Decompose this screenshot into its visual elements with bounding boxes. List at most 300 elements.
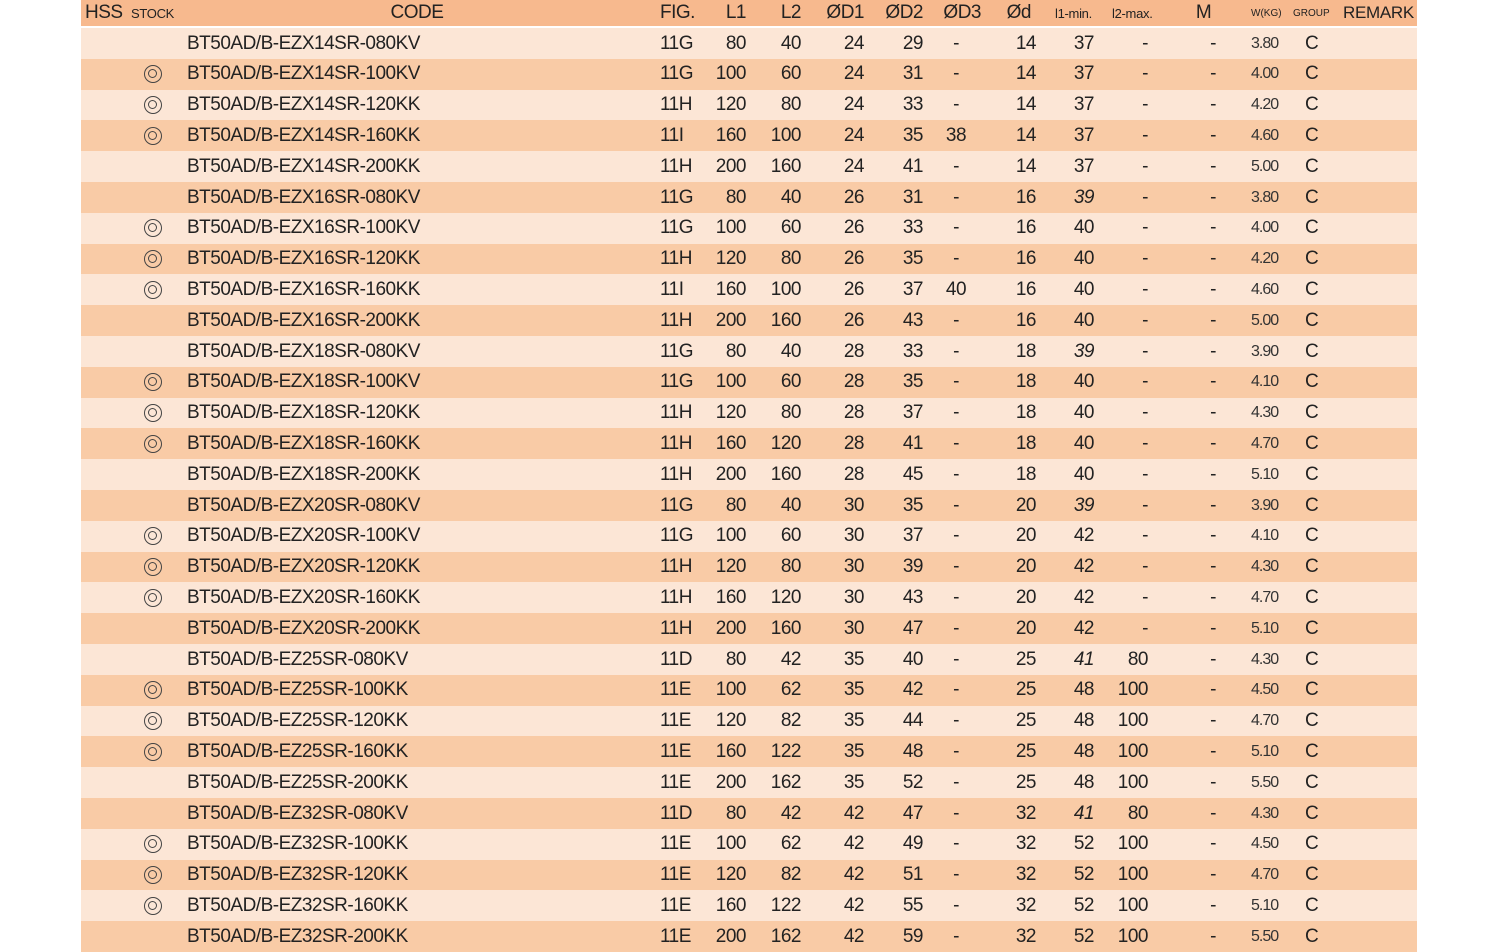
table-row — [81, 552, 1417, 583]
cell-l2max: 100 — [1117, 679, 1148, 701]
table-row — [81, 736, 1417, 767]
cell-remark — [1343, 490, 1417, 521]
table-row — [81, 613, 1417, 644]
cell-group: C — [1305, 248, 1319, 270]
cell-d: 14 — [1015, 124, 1036, 146]
cell-group: C — [1305, 432, 1319, 454]
header-d3: ØD3 — [943, 2, 981, 23]
header-fig: FIG. — [660, 2, 695, 23]
cell-remark — [1343, 798, 1417, 829]
cell-l2max: 80 — [1127, 802, 1148, 824]
cell-remark — [1343, 182, 1417, 213]
cell-d2: 47 — [902, 617, 923, 639]
cell-fig: 11H — [660, 463, 692, 485]
cell-l2max: - — [1142, 94, 1148, 116]
cell-d2: 35 — [902, 371, 923, 393]
cell-l1: 80 — [725, 186, 746, 208]
table-row — [81, 213, 1417, 244]
cell-m: - — [1210, 494, 1216, 516]
cell-d: 18 — [1015, 402, 1036, 424]
cell-d3: - — [953, 586, 959, 608]
cell-l2max: - — [1142, 525, 1148, 547]
cell-d: 32 — [1015, 802, 1036, 824]
cell-w: 5.10 — [1251, 465, 1279, 483]
cell-fig: 11G — [660, 340, 694, 362]
header-l1-min: l1-min. — [1055, 5, 1092, 21]
cell-code: BT50AD/B-EZ25SR-120KK — [187, 710, 408, 732]
cell-d1: 24 — [843, 124, 864, 146]
cell-l2: 100 — [770, 278, 801, 300]
stock-cell — [141, 151, 165, 182]
cell-d3: - — [953, 679, 959, 701]
cell-d: 25 — [1015, 710, 1036, 732]
cell-d1: 24 — [843, 94, 864, 116]
cell-l2max: - — [1142, 155, 1148, 177]
cell-group: C — [1305, 925, 1319, 947]
table-row — [81, 90, 1417, 121]
spec-table — [81, 0, 1417, 952]
cell-l1min: 40 — [1073, 371, 1094, 393]
cell-l2max: 100 — [1117, 864, 1148, 886]
cell-remark — [1343, 860, 1417, 891]
cell-code: BT50AD/B-EZ25SR-080KV — [187, 648, 408, 670]
table-row — [81, 151, 1417, 182]
stock-cell — [141, 582, 165, 613]
cell-m: - — [1210, 248, 1216, 270]
cell-d: 16 — [1015, 278, 1036, 300]
cell-l1min: 52 — [1073, 864, 1094, 886]
cell-w: 5.50 — [1251, 773, 1279, 791]
cell-d2: 41 — [902, 155, 923, 177]
cell-w: 5.10 — [1251, 896, 1279, 914]
double-circle-icon — [144, 404, 162, 422]
table-row — [81, 28, 1417, 59]
cell-group: C — [1305, 494, 1319, 516]
cell-l2: 122 — [770, 894, 801, 916]
cell-group: C — [1305, 63, 1319, 85]
cell-m: - — [1210, 432, 1216, 454]
cell-d2: 47 — [902, 802, 923, 824]
double-circle-icon — [144, 897, 162, 915]
cell-d: 32 — [1015, 925, 1036, 947]
cell-l1: 160 — [715, 894, 746, 916]
cell-d: 16 — [1015, 309, 1036, 331]
cell-group: C — [1305, 894, 1319, 916]
cell-d3: - — [953, 617, 959, 639]
cell-d2: 43 — [902, 309, 923, 331]
cell-d3: - — [953, 864, 959, 886]
stock-cell — [141, 182, 165, 213]
cell-l2: 62 — [780, 679, 801, 701]
cell-d2: 51 — [902, 864, 923, 886]
stock-cell — [141, 90, 165, 121]
double-circle-icon — [144, 527, 162, 545]
stock-cell — [141, 213, 165, 244]
double-circle-icon — [144, 866, 162, 884]
cell-l1min: 41 — [1073, 802, 1094, 824]
cell-l2: 80 — [780, 402, 801, 424]
cell-d2: 59 — [902, 925, 923, 947]
cell-d2: 40 — [902, 648, 923, 670]
cell-w: 4.10 — [1251, 373, 1279, 391]
cell-d3: - — [953, 155, 959, 177]
cell-fig: 11H — [660, 586, 692, 608]
cell-l2max: - — [1142, 278, 1148, 300]
cell-l2: 60 — [780, 371, 801, 393]
table-row — [81, 120, 1417, 151]
cell-m: - — [1210, 648, 1216, 670]
cell-d3: - — [953, 217, 959, 239]
stock-cell — [141, 459, 165, 490]
cell-d3: - — [953, 186, 959, 208]
cell-remark — [1343, 582, 1417, 613]
cell-m: - — [1210, 155, 1216, 177]
double-circle-icon — [144, 96, 162, 114]
cell-code: BT50AD/B-EZ32SR-080KV — [187, 802, 408, 824]
cell-d1: 28 — [843, 432, 864, 454]
cell-d2: 31 — [902, 186, 923, 208]
cell-remark — [1343, 459, 1417, 490]
cell-d1: 24 — [843, 32, 864, 54]
cell-code: BT50AD/B-EZX14SR-100KV — [187, 63, 420, 85]
cell-l2: 40 — [780, 32, 801, 54]
cell-l2: 122 — [770, 740, 801, 762]
cell-w: 4.30 — [1251, 404, 1279, 422]
cell-d3: - — [953, 894, 959, 916]
cell-d3: - — [953, 802, 959, 824]
cell-code: BT50AD/B-EZX18SR-120KK — [187, 402, 420, 424]
cell-fig: 11H — [660, 617, 692, 639]
double-circle-icon — [144, 558, 162, 576]
cell-w: 4.20 — [1251, 250, 1279, 268]
cell-fig: 11E — [660, 771, 691, 793]
cell-group: C — [1305, 525, 1319, 547]
cell-m: - — [1210, 340, 1216, 362]
cell-l1min: 40 — [1073, 463, 1094, 485]
cell-d3: - — [953, 648, 959, 670]
cell-fig: 11G — [660, 217, 694, 239]
cell-m: - — [1210, 94, 1216, 116]
double-circle-icon — [144, 250, 162, 268]
cell-l2max: 100 — [1117, 771, 1148, 793]
cell-d2: 35 — [902, 494, 923, 516]
cell-fig: 11E — [660, 710, 691, 732]
cell-m: - — [1210, 833, 1216, 855]
cell-d2: 33 — [902, 340, 923, 362]
cell-l2: 82 — [780, 710, 801, 732]
cell-group: C — [1305, 186, 1319, 208]
cell-l1: 120 — [715, 556, 746, 578]
cell-w: 4.70 — [1251, 866, 1279, 884]
cell-d1: 30 — [843, 617, 864, 639]
cell-w: 5.10 — [1251, 619, 1279, 637]
cell-w: 5.50 — [1251, 927, 1279, 945]
cell-d3: - — [953, 710, 959, 732]
table-row — [81, 59, 1417, 90]
cell-code: BT50AD/B-EZX18SR-200KK — [187, 463, 420, 485]
cell-fig: 11G — [660, 186, 694, 208]
cell-m: - — [1210, 556, 1216, 578]
table-row — [81, 182, 1417, 213]
cell-l1min: 40 — [1073, 309, 1094, 331]
cell-l1: 120 — [715, 94, 746, 116]
cell-d1: 28 — [843, 402, 864, 424]
cell-code: BT50AD/B-EZ25SR-200KK — [187, 771, 408, 793]
cell-code: BT50AD/B-EZX20SR-120KK — [187, 556, 420, 578]
cell-m: - — [1210, 186, 1216, 208]
cell-d: 32 — [1015, 833, 1036, 855]
stock-cell — [141, 274, 165, 305]
cell-group: C — [1305, 679, 1319, 701]
cell-d3: - — [953, 833, 959, 855]
cell-w: 3.90 — [1251, 342, 1279, 360]
cell-d3: 38 — [945, 124, 967, 146]
cell-remark — [1343, 90, 1417, 121]
cell-l2max: - — [1142, 586, 1148, 608]
stock-cell — [141, 428, 165, 459]
table-row — [81, 860, 1417, 891]
cell-d3: - — [953, 371, 959, 393]
cell-d3: - — [953, 402, 959, 424]
cell-l1: 100 — [715, 679, 746, 701]
cell-code: BT50AD/B-EZX20SR-080KV — [187, 494, 420, 516]
cell-d1: 42 — [843, 802, 864, 824]
cell-l1min: 48 — [1073, 740, 1094, 762]
cell-l1min: 48 — [1073, 771, 1094, 793]
cell-fig: 11I — [660, 278, 684, 300]
cell-l2: 80 — [780, 556, 801, 578]
double-circle-icon — [144, 435, 162, 453]
cell-d1: 42 — [843, 864, 864, 886]
cell-d3: - — [953, 463, 959, 485]
cell-m: - — [1210, 679, 1216, 701]
table-row — [81, 521, 1417, 552]
cell-d1: 28 — [843, 463, 864, 485]
cell-d3: - — [953, 494, 959, 516]
cell-fig: 11H — [660, 402, 692, 424]
cell-code: BT50AD/B-EZX18SR-080KV — [187, 340, 420, 362]
cell-w: 4.70 — [1251, 434, 1279, 452]
cell-l1min: 42 — [1073, 525, 1094, 547]
cell-d2: 37 — [902, 402, 923, 424]
cell-d2: 31 — [902, 63, 923, 85]
double-circle-icon — [144, 373, 162, 391]
cell-group: C — [1305, 155, 1319, 177]
cell-d1: 35 — [843, 710, 864, 732]
cell-m: - — [1210, 525, 1216, 547]
cell-remark — [1343, 613, 1417, 644]
cell-l1: 160 — [715, 278, 746, 300]
cell-d3: - — [953, 309, 959, 331]
cell-code: BT50AD/B-EZX20SR-100KV — [187, 525, 420, 547]
cell-l1: 160 — [715, 740, 746, 762]
cell-l2: 60 — [780, 217, 801, 239]
cell-w: 4.30 — [1251, 804, 1279, 822]
double-circle-icon — [144, 65, 162, 83]
cell-l1min: 40 — [1073, 432, 1094, 454]
cell-fig: 11H — [660, 556, 692, 578]
cell-l2: 60 — [780, 63, 801, 85]
cell-l2: 80 — [780, 94, 801, 116]
stock-cell — [141, 552, 165, 583]
cell-d: 32 — [1015, 894, 1036, 916]
stock-cell — [141, 767, 165, 798]
cell-m: - — [1210, 925, 1216, 947]
stock-cell — [141, 829, 165, 860]
cell-l2max: - — [1142, 432, 1148, 454]
cell-l1min: 40 — [1073, 217, 1094, 239]
cell-l2: 160 — [770, 309, 801, 331]
cell-l1min: 52 — [1073, 894, 1094, 916]
header-m: M — [1195, 2, 1212, 23]
cell-code: BT50AD/B-EZ25SR-160KK — [187, 740, 408, 762]
cell-d1: 35 — [843, 648, 864, 670]
cell-d2: 29 — [902, 32, 923, 54]
cell-l1: 80 — [725, 32, 746, 54]
header-code: CODE — [390, 2, 444, 23]
double-circle-icon — [144, 219, 162, 237]
header-hss: HSS — [85, 2, 123, 23]
cell-l1: 120 — [715, 710, 746, 732]
cell-remark — [1343, 213, 1417, 244]
cell-l2: 160 — [770, 463, 801, 485]
cell-d1: 28 — [843, 340, 864, 362]
cell-l1: 80 — [725, 494, 746, 516]
cell-remark — [1343, 398, 1417, 429]
cell-l2: 40 — [780, 340, 801, 362]
cell-m: - — [1210, 771, 1216, 793]
cell-d2: 49 — [902, 833, 923, 855]
cell-d2: 37 — [902, 278, 923, 300]
cell-group: C — [1305, 617, 1319, 639]
table-row — [81, 367, 1417, 398]
cell-d3: - — [953, 432, 959, 454]
cell-d1: 26 — [843, 248, 864, 270]
cell-l1: 100 — [715, 833, 746, 855]
cell-w: 4.50 — [1251, 835, 1279, 853]
cell-group: C — [1305, 556, 1319, 578]
cell-code: BT50AD/B-EZ32SR-100KK — [187, 833, 408, 855]
cell-d2: 55 — [902, 894, 923, 916]
stock-cell — [141, 613, 165, 644]
cell-l1min: 48 — [1073, 710, 1094, 732]
cell-l1: 100 — [715, 217, 746, 239]
double-circle-icon — [144, 835, 162, 853]
cell-code: BT50AD/B-EZX14SR-200KK — [187, 155, 420, 177]
cell-fig: 11D — [660, 802, 692, 824]
cell-l2: 160 — [770, 155, 801, 177]
cell-code: BT50AD/B-EZX18SR-100KV — [187, 371, 420, 393]
cell-group: C — [1305, 864, 1319, 886]
table-row — [81, 890, 1417, 921]
cell-l1: 200 — [715, 309, 746, 331]
cell-group: C — [1305, 802, 1319, 824]
cell-m: - — [1210, 124, 1216, 146]
cell-l1: 200 — [715, 771, 746, 793]
cell-m: - — [1210, 802, 1216, 824]
cell-d: 25 — [1015, 740, 1036, 762]
table-row — [81, 398, 1417, 429]
stock-cell — [141, 736, 165, 767]
cell-l1min: 37 — [1073, 32, 1094, 54]
cell-group: C — [1305, 586, 1319, 608]
cell-d3: - — [953, 740, 959, 762]
cell-l2max: - — [1142, 309, 1148, 331]
cell-group: C — [1305, 32, 1319, 54]
cell-fig: 11H — [660, 94, 692, 116]
cell-code: BT50AD/B-EZX16SR-200KK — [187, 309, 420, 331]
cell-fig: 11H — [660, 309, 692, 331]
cell-remark — [1343, 151, 1417, 182]
cell-w: 3.80 — [1251, 188, 1279, 206]
cell-l2max: - — [1142, 617, 1148, 639]
cell-l2: 120 — [770, 586, 801, 608]
cell-d1: 30 — [843, 556, 864, 578]
cell-code: BT50AD/B-EZX20SR-200KK — [187, 617, 420, 639]
cell-l2max: - — [1142, 463, 1148, 485]
cell-d1: 42 — [843, 894, 864, 916]
cell-d: 16 — [1015, 248, 1036, 270]
cell-remark — [1343, 644, 1417, 675]
cell-w: 4.60 — [1251, 280, 1279, 298]
cell-m: - — [1210, 63, 1216, 85]
cell-d2: 33 — [902, 94, 923, 116]
table-row — [81, 644, 1417, 675]
cell-d3: - — [953, 771, 959, 793]
cell-l1: 120 — [715, 864, 746, 886]
cell-d: 14 — [1015, 155, 1036, 177]
header-group: GROUP — [1293, 7, 1330, 19]
cell-w: 4.50 — [1251, 681, 1279, 699]
cell-l2: 162 — [770, 771, 801, 793]
cell-l1: 160 — [715, 124, 746, 146]
cell-d3: - — [953, 63, 959, 85]
cell-d: 20 — [1015, 525, 1036, 547]
stock-cell — [141, 675, 165, 706]
cell-l1min: 42 — [1073, 617, 1094, 639]
cell-m: - — [1210, 402, 1216, 424]
header-remark: REMARK — [1343, 3, 1414, 22]
cell-l2max: - — [1142, 340, 1148, 362]
cell-l2max: - — [1142, 556, 1148, 578]
cell-l1min: 41 — [1073, 648, 1094, 670]
table-row — [81, 459, 1417, 490]
table-row — [81, 274, 1417, 305]
cell-d2: 45 — [902, 463, 923, 485]
cell-m: - — [1210, 617, 1216, 639]
cell-group: C — [1305, 833, 1319, 855]
cell-fig: 11D — [660, 648, 692, 670]
cell-l1: 100 — [715, 371, 746, 393]
cell-d: 32 — [1015, 864, 1036, 886]
cell-l2max: - — [1142, 186, 1148, 208]
cell-w: 4.00 — [1251, 65, 1279, 83]
cell-m: - — [1210, 710, 1216, 732]
cell-l2max: - — [1142, 124, 1148, 146]
cell-l2max: - — [1142, 371, 1148, 393]
table-row — [81, 582, 1417, 613]
cell-m: - — [1210, 309, 1216, 331]
cell-d1: 26 — [843, 217, 864, 239]
cell-l1min: 40 — [1073, 278, 1094, 300]
cell-m: - — [1210, 864, 1216, 886]
table-header — [81, 0, 1417, 26]
cell-d3: - — [953, 556, 959, 578]
cell-code: BT50AD/B-EZX20SR-160KK — [187, 586, 420, 608]
cell-group: C — [1305, 340, 1319, 362]
cell-m: - — [1210, 278, 1216, 300]
stock-cell — [141, 336, 165, 367]
